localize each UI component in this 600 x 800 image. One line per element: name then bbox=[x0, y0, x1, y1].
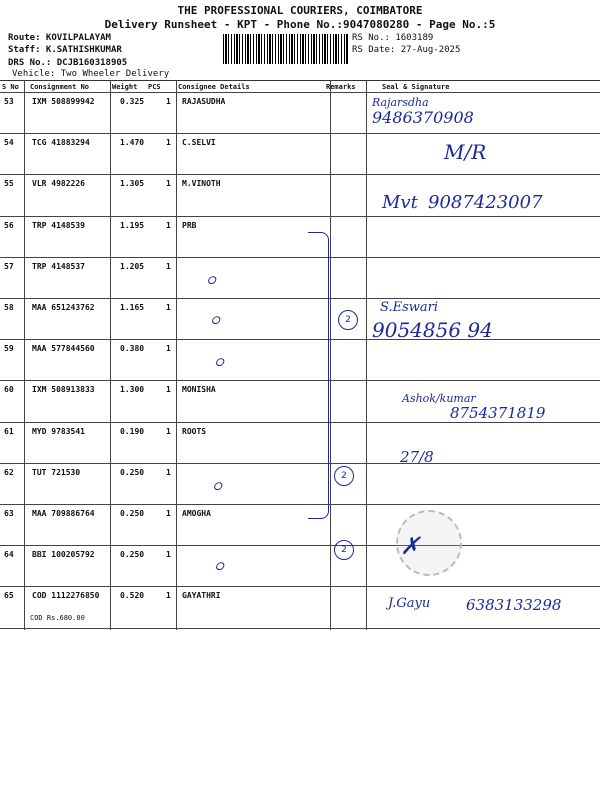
row-weight: 0.520 bbox=[120, 591, 145, 601]
row-divider bbox=[0, 133, 600, 134]
row-divider bbox=[0, 504, 600, 505]
row-consignee: AMOGHA bbox=[182, 509, 211, 518]
signature-53: Rajarsdha bbox=[372, 96, 429, 109]
row-weight: 0.380 bbox=[120, 344, 145, 354]
cod-note: COD Rs.680.00 bbox=[30, 614, 85, 622]
col-header-remarks: Remarks bbox=[326, 83, 356, 91]
row-pcs: 1 bbox=[166, 550, 171, 560]
row-consignment: MAA 709886764 bbox=[32, 509, 95, 518]
row-divider bbox=[0, 298, 600, 299]
remark-circle: 2 bbox=[334, 466, 354, 486]
signature-55-scribble: Mvt bbox=[382, 192, 418, 213]
col-divider bbox=[24, 80, 25, 630]
row-sno: 65 bbox=[4, 591, 14, 601]
row-sno: 53 bbox=[4, 97, 14, 106]
row-consignment: COD 1112276850 bbox=[32, 591, 100, 601]
runsheet-title: THE PROFESSIONAL COURIERS, COIMBATORE bbox=[177, 4, 423, 17]
row-consignment: TUT 721530 bbox=[32, 467, 81, 477]
scribble-mark: ഠ bbox=[212, 478, 222, 494]
col-header-consignee: Consignee Details bbox=[178, 83, 250, 91]
signature-54: M/R bbox=[444, 140, 487, 164]
row-consignment: TCG 41883294 bbox=[32, 138, 90, 148]
runsheet-table bbox=[0, 80, 600, 631]
runsheet-subtitle: Delivery Runsheet - KPT - Phone No.:9047080280 - Page No.:5 bbox=[104, 18, 496, 31]
row-consignment: VLR 4982226 bbox=[32, 179, 85, 189]
barcode-image bbox=[223, 34, 348, 64]
row-weight: 1.305 bbox=[120, 179, 145, 189]
col-divider bbox=[110, 80, 111, 630]
signature-63-scribble: ✗ bbox=[400, 532, 421, 560]
col-divider bbox=[176, 80, 177, 630]
signature-62-date: 27/8 bbox=[400, 448, 434, 466]
row-pcs: 1 bbox=[166, 97, 171, 106]
row-divider bbox=[0, 380, 600, 381]
row-consignment: IXM 508899942 bbox=[32, 97, 95, 106]
row-sno: 58 bbox=[4, 303, 14, 312]
col-divider bbox=[366, 80, 367, 630]
row-weight: 0.250 bbox=[120, 467, 145, 477]
bracket-mark bbox=[308, 232, 329, 519]
signature-60-phone: 8754371819 bbox=[450, 404, 546, 422]
rs-date: RS Date: 27-Aug-2025 bbox=[352, 45, 461, 55]
row-sno: 60 bbox=[4, 385, 14, 395]
vehicle-label: Vehicle: Two Wheeler Delivery bbox=[12, 69, 170, 79]
row-pcs: 1 bbox=[166, 509, 171, 518]
row-pcs: 1 bbox=[166, 179, 171, 189]
row-consignee: PRB bbox=[182, 220, 197, 230]
row-pcs: 1 bbox=[166, 261, 171, 271]
row-divider bbox=[0, 628, 600, 629]
col-header-sno: S No bbox=[2, 83, 19, 91]
row-consignment: TRP 4148537 bbox=[32, 261, 85, 271]
row-divider bbox=[0, 545, 600, 546]
signature-65-scribble: J.Gayu bbox=[388, 596, 431, 611]
row-weight: 0.250 bbox=[120, 550, 145, 560]
row-pcs: 1 bbox=[166, 467, 171, 477]
row-weight: 1.205 bbox=[120, 261, 145, 271]
row-weight: 1.165 bbox=[120, 303, 145, 312]
row-divider bbox=[0, 339, 600, 340]
row-consignee: GAYATHRI bbox=[182, 591, 221, 601]
row-weight: 1.300 bbox=[120, 385, 145, 395]
scribble-mark: ഠ bbox=[210, 312, 220, 328]
row-weight: 1.470 bbox=[120, 138, 145, 148]
row-sno: 62 bbox=[4, 467, 14, 477]
staff-label: Staff: K.SATHISHKUMAR bbox=[8, 45, 122, 55]
row-pcs: 1 bbox=[166, 385, 171, 395]
col-header-seal: Seal & Signature bbox=[382, 83, 450, 91]
row-pcs: 1 bbox=[166, 426, 171, 436]
row-sno: 59 bbox=[4, 344, 14, 354]
row-divider bbox=[0, 586, 600, 587]
col-header-pcs: PCS bbox=[148, 83, 161, 91]
row-consignment: MAA 651243762 bbox=[32, 303, 95, 312]
rs-number: RS No.: 1603189 bbox=[352, 33, 434, 43]
row-consignment: TRP 4148539 bbox=[32, 220, 85, 230]
scribble-mark: ഠ bbox=[214, 354, 224, 370]
signature-53-phone: 9486370908 bbox=[372, 108, 474, 127]
route-label: Route: KOVILPALAYAM bbox=[8, 33, 111, 43]
remark-circle: 2 bbox=[338, 310, 358, 330]
row-divider bbox=[0, 174, 600, 175]
col-divider bbox=[330, 80, 331, 630]
row-consignment: IXM 508913833 bbox=[32, 385, 95, 395]
row-sno: 57 bbox=[4, 261, 14, 271]
scribble-mark: ഠ bbox=[214, 558, 224, 574]
signature-55-phone: 9087423007 bbox=[428, 192, 543, 213]
row-consignment: MAA 577844560 bbox=[32, 344, 95, 354]
signature-58-phone: 9054856 94 bbox=[372, 318, 493, 342]
row-consignee: C.SELVI bbox=[182, 138, 216, 148]
row-consignee: ROOTS bbox=[182, 426, 207, 436]
row-consignee: MONISHA bbox=[182, 385, 216, 395]
row-pcs: 1 bbox=[166, 591, 171, 601]
col-header-weight: Weight bbox=[112, 83, 138, 91]
row-sno: 61 bbox=[4, 426, 14, 436]
row-weight: 0.325 bbox=[120, 97, 145, 106]
row-divider bbox=[0, 463, 600, 464]
row-sno: 54 bbox=[4, 138, 14, 148]
header-divider bbox=[0, 92, 600, 93]
row-divider bbox=[0, 257, 600, 258]
row-pcs: 1 bbox=[166, 138, 171, 148]
row-pcs: 1 bbox=[166, 220, 171, 230]
row-pcs: 1 bbox=[166, 303, 171, 312]
drs-label: DRS No.: DCJB160318905 bbox=[8, 58, 128, 68]
signature-58-scribble: S.Eswari bbox=[380, 300, 438, 315]
row-pcs: 1 bbox=[166, 344, 171, 354]
remark-circle: 2 bbox=[334, 540, 354, 560]
row-divider bbox=[0, 216, 600, 217]
signature-65-phone: 6383133298 bbox=[466, 596, 562, 614]
row-weight: 0.250 bbox=[120, 509, 145, 518]
row-sno: 63 bbox=[4, 509, 14, 518]
row-consignee: M.VINOTH bbox=[182, 179, 221, 189]
row-sno: 56 bbox=[4, 220, 14, 230]
row-sno: 64 bbox=[4, 550, 14, 560]
col-header-consignment: Consignment No bbox=[30, 83, 90, 91]
signature-60-name: Ashok/kumar bbox=[402, 392, 476, 405]
row-sno: 55 bbox=[4, 179, 14, 189]
row-consignment: MYD 9783541 bbox=[32, 426, 85, 436]
row-consignment: BBI 100205792 bbox=[32, 550, 95, 560]
row-weight: 0.190 bbox=[120, 426, 145, 436]
row-consignee: RAJASUDHA bbox=[182, 97, 226, 106]
row-weight: 1.195 bbox=[120, 220, 145, 230]
scribble-mark: ഠ bbox=[206, 272, 216, 288]
